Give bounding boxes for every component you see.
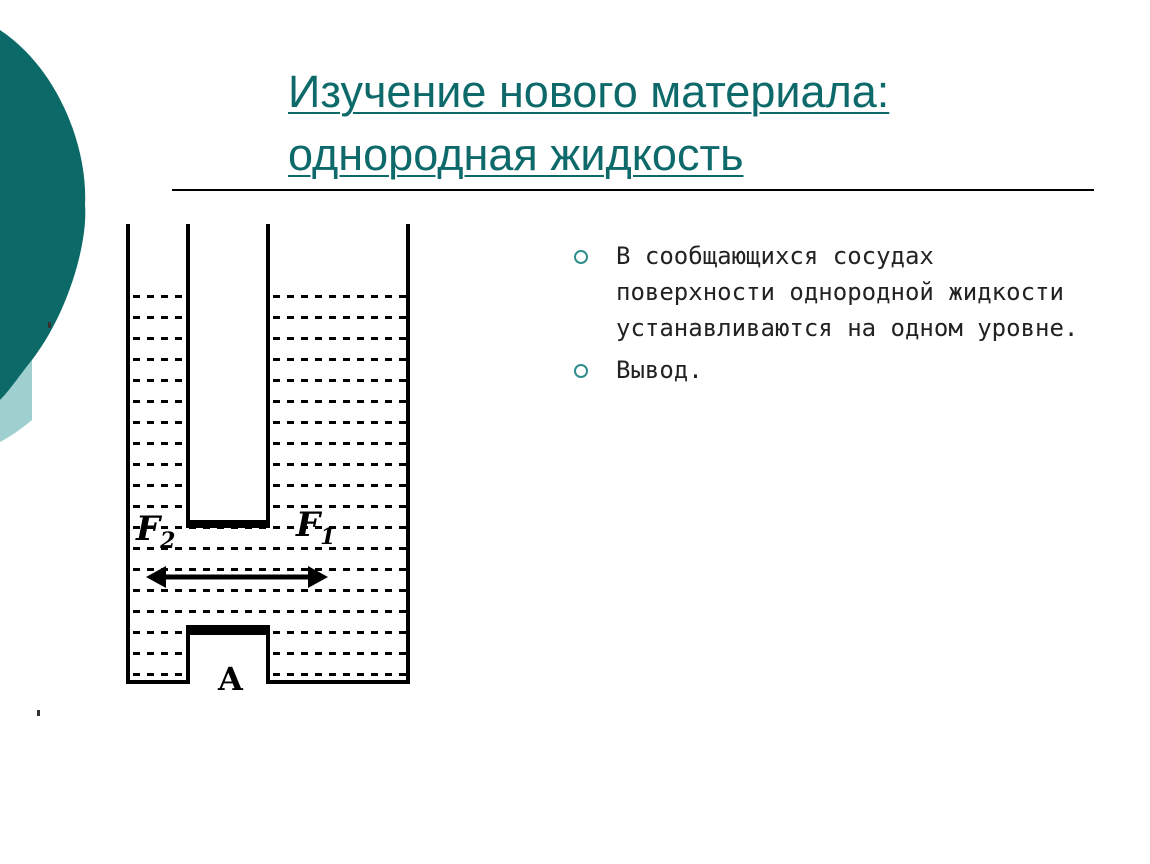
- bullet-circle-icon: [574, 250, 588, 264]
- bullet-text: Вывод.: [616, 356, 703, 384]
- label-f1: $F_1$: [296, 505, 336, 550]
- bullet-list: [572, 238, 1092, 394]
- slide-title: [288, 60, 1068, 186]
- title-line-2: однородная жидкость: [288, 129, 744, 180]
- title-line-1: Изучение нового материала:: [288, 66, 890, 117]
- title-divider: [172, 189, 1094, 191]
- corner-decoration: [0, 0, 100, 460]
- stray-mark: [37, 710, 40, 716]
- stray-mark: [48, 322, 51, 328]
- label-f2: $F_2$: [136, 509, 176, 554]
- bullet-item: [572, 352, 1092, 388]
- communicating-vessels-diagram: [118, 220, 418, 700]
- bullet-item: [572, 238, 1092, 346]
- label-a: A: [218, 660, 243, 698]
- bullet-text: В сообщающихся сосудах поверхности однородной жидкости устанавливаются на одном уровне.: [616, 242, 1079, 342]
- bullet-circle-icon: [574, 364, 588, 378]
- inner-bottom-bar: [186, 520, 270, 528]
- lower-partition-bar: [186, 625, 270, 635]
